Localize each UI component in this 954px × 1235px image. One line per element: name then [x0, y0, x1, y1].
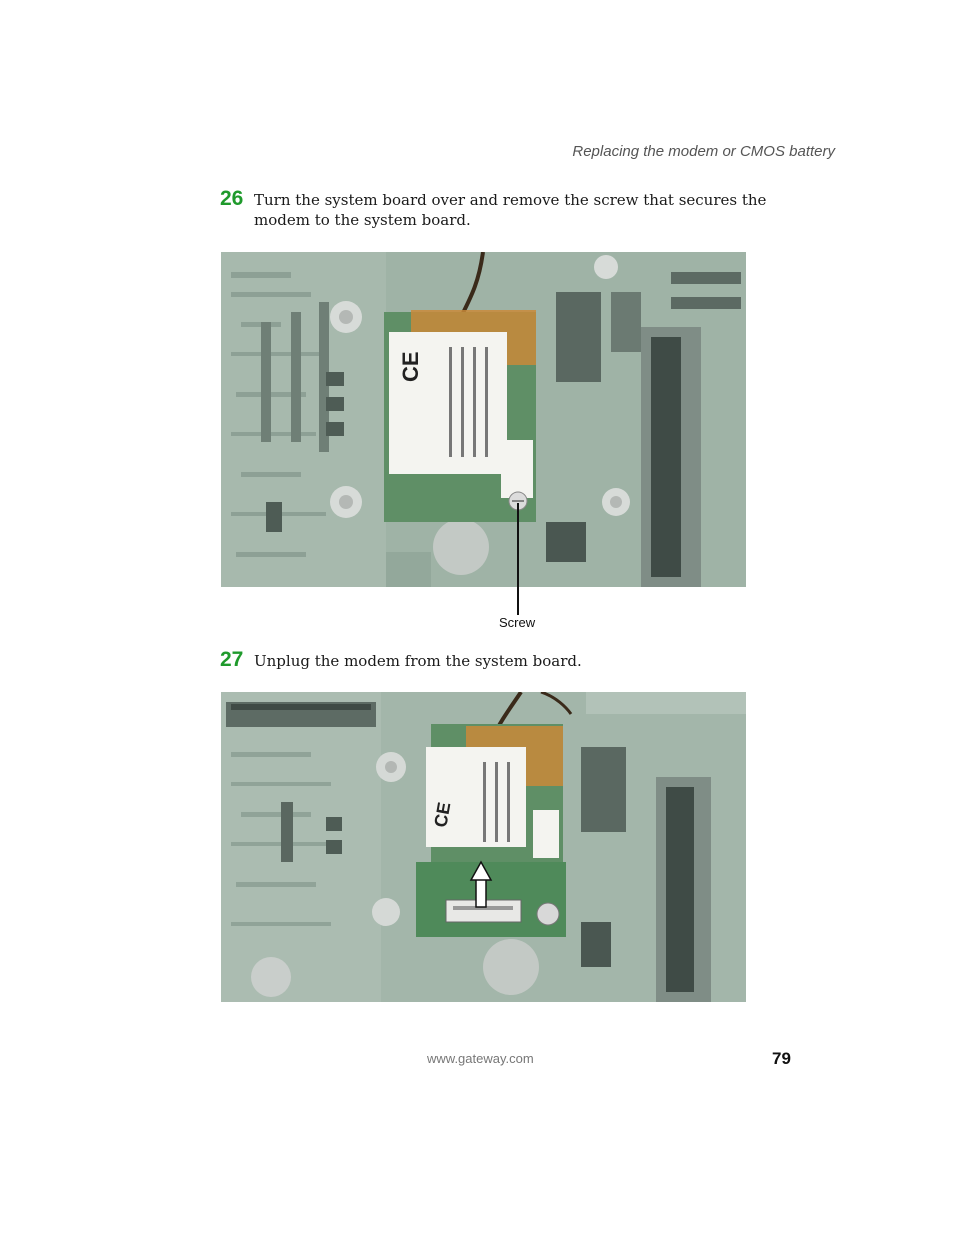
step-text-27: Unplug the modem from the system board. [254, 652, 582, 670]
photo-unplug-modem [221, 692, 746, 1002]
step-number-26: 26 [220, 187, 244, 210]
page-number: 79 [772, 1049, 791, 1068]
photo-modem-screw [221, 252, 746, 587]
footer-url: www.gateway.com [427, 1051, 534, 1066]
running-header: Replacing the modem or CMOS battery [572, 143, 835, 160]
callout-label-screw: Screw [499, 615, 536, 630]
callout-leader-line [517, 503, 519, 615]
step-number-27: 27 [220, 648, 244, 671]
svg-text:CE: CE [430, 800, 455, 829]
svg-text:CE: CE [398, 351, 423, 382]
step-text-26: Turn the system board over and remove the screw that secures the modem to the system board. [254, 191, 767, 229]
